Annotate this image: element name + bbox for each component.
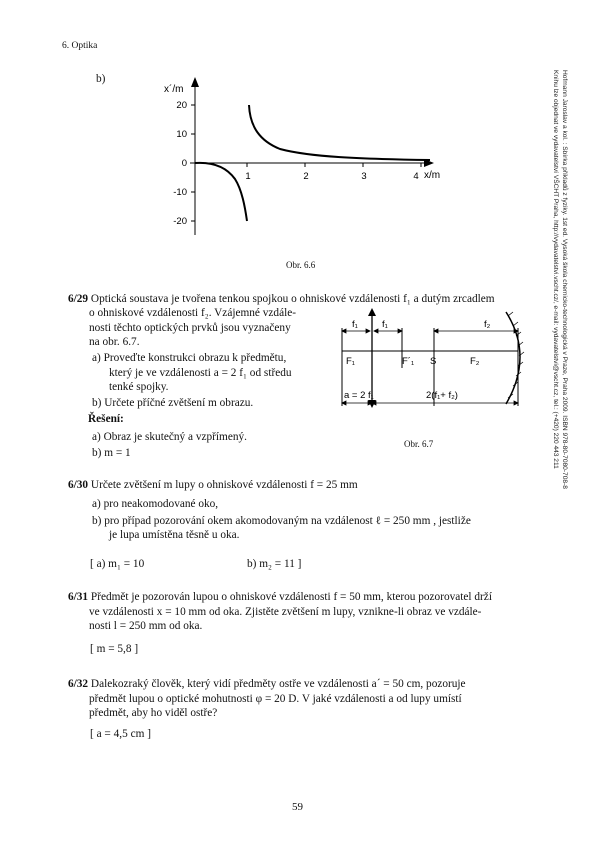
figure-6-6-label: b) [96,73,106,85]
task-a-cont: tenké spojky. [109,381,169,394]
problem-6-30 [68,478,531,493]
problem-6-32 [68,677,531,721]
task-b-cont: je lupa umístěna těsně u oka. [109,529,240,542]
side-note-line-2: Knihu lze objednat ve vydavatelství VŠCHT Praha, http://vydavatelstvi.vscht.cz/, e-mail: vydavatelstvi@vscht.cz, tel.: (+420) 220 443 211 [552,70,560,469]
center-S: S [430,356,437,367]
y-tick-label: 0 [181,158,187,169]
problem-6-29-tasks [92,351,332,410]
figure-6-6-caption: Obr. 6.6 [286,260,316,270]
problem-text: o ohniskové vzdálenosti f₂. Vzájemné vzdále- [89,307,297,319]
curve-right-branch [249,105,430,160]
problem-text: na obr. 6.7. [89,336,140,349]
focus-F2: F₂ [470,356,480,367]
curve-left-branch [195,163,247,221]
problem-text: Dalekozraký člověk, který vidí předměty ostře ve vzdálenosti a´ = 50 cm, pozoruje [90,678,466,690]
task-b: b) Určete příčné zvětšení m obrazu. [92,396,254,409]
task-a: a) Proveďte konstrukci obrazu k předmětu, [92,352,287,364]
task-a: a) pro neakomodované oko, [92,498,219,510]
solution-b: b) m = 1 [92,447,131,459]
problem-text: předmět, aby ho viděl ostře? [89,707,218,720]
focus-F1-prime: F´₁ [402,356,415,367]
figure-6-7-caption: Obr. 6.7 [404,439,434,449]
problem-number: 6/29 [68,293,89,305]
problem-text: Předmět je pozorován lupou o ohniskové vzdálenosti f = 50 mm, kterou pozorovatel drží [90,591,492,603]
y-tick-label: 20 [176,100,187,111]
x-tick-label: 2 [303,171,309,182]
x-tick-label: 3 [361,171,367,182]
answer-6-31: [ m = 5,8 ] [90,643,139,655]
problem-6-29 [68,292,531,307]
problem-text: ve vzdálenosti x = 10 mm od oka. Zjistěte zvětšení m lupy, vznikne-li obraz ve vzdále- [89,605,482,618]
problem-text: nosti l = 250 mm od oka. [89,620,203,633]
problem-number: 6/30 [68,479,89,491]
problem-text: nosti těchto optických prvků jsou vyznačeny [89,321,291,334]
x-tick-label: 1 [245,171,251,182]
y-tick-label: -20 [173,216,187,227]
running-header: 6. Optika [62,41,98,51]
x-tick-label: 4 [413,171,419,182]
problem-number: 6/32 [68,678,89,690]
x-axis-label: x/m [424,170,441,181]
figure-6-6-graph [150,75,450,235]
f1-label: f₁ [382,319,388,330]
distance-a-label: a = 2 f₁ [344,390,374,401]
page-number: 59 [292,801,303,813]
task-a-cont: který je ve vzdálenosti a = 2 f₁ od středu [109,366,292,379]
answer-6-30-b: b) m₂ = 11 ] [247,558,302,570]
solution-label: Řešení: [88,413,124,425]
problem-text: předmět lupou o optické mohutnosti φ = 20 D. V jaké vzdálenosti a od lupy umístí [89,692,462,705]
side-note-line-1: Hofmann Jaroslav a kol. : Sbírka příkladů z fyziky. 1st ed. Vysoká škola chemicko-technologická v Praze, Praha 2009. ISBN 978-80-7080-708-8 [561,70,568,489]
problem-number: 6/31 [68,591,89,603]
problem-6-31 [68,590,531,634]
problem-6-30-tasks [92,497,532,543]
f2-label: f₂ [484,319,491,330]
y-axis-label: x´/m [164,84,184,95]
problem-6-29-body [89,306,329,350]
side-note [551,70,568,590]
y-tick-label: -10 [173,187,187,198]
problem-text: Určete zvětšení m lupy o ohniskové vzdálenosti f = 25 mm [90,479,358,491]
answer-6-32: [ a = 4,5 cm ] [90,728,151,740]
y-axis-arrow [191,77,199,87]
focus-F1: F₁ [346,356,356,367]
solution-a: a) Obraz je skutečný a vzpřímený. [92,431,247,443]
problem-text: Optická soustava je tvořena tenkou spojkou o ohniskové vzdálenosti f₁ a dutým zrcadlem [90,293,495,305]
task-b: b) pro případ pozorování okem akomodovaným na vzdálenost ℓ = 250 mm , jestliže [92,514,471,527]
answer-6-30-a: [ a) m₁ = 10 [90,558,145,570]
f1-label: f₁ [352,319,358,330]
distance-2f-label: 2(f₁+ f₂) [426,390,458,401]
y-tick-label: 10 [176,129,187,140]
figure-6-7-diagram [338,306,538,416]
